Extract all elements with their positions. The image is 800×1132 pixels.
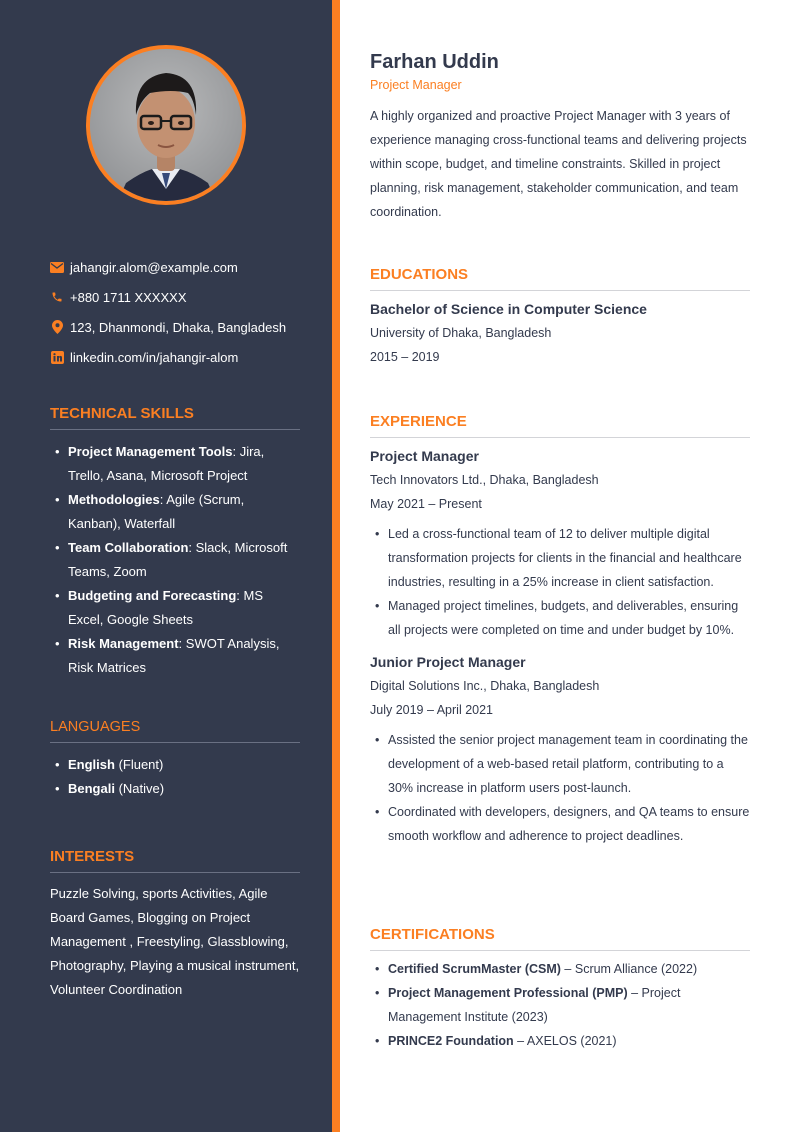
job-title: Project Manager — [370, 448, 479, 464]
certification-item-detail: – AXELOS (2021) — [513, 1034, 617, 1048]
job-bullets — [370, 522, 750, 642]
job-bullet: • Managed project timelines, budgets, and deliverables, ensuring all projects were completed on time and under budget by 10%. — [370, 594, 750, 642]
experience-jobs — [370, 447, 750, 848]
experience-section — [370, 413, 750, 848]
education-dates: 2015 – 2019 — [370, 350, 440, 364]
profile-photo-frame — [86, 45, 246, 205]
certification-item-detail: – Project Management Institute (2023) — [388, 986, 681, 1024]
experience-heading: EXPERIENCE — [370, 413, 750, 438]
certifications-section — [370, 926, 750, 1053]
technical-skills-section — [50, 405, 300, 680]
language-item-label: English — [68, 757, 115, 772]
job-bullet: • Led a cross-functional team of 12 to deliver multiple digital transformation projects for clients in the financial and healthcare industries, resulting in a 25% increase in client satisfaction. — [370, 522, 750, 594]
language-item-detail: (Native) — [114, 781, 165, 796]
job-entry — [370, 653, 750, 848]
linkedin-icon — [50, 350, 64, 364]
languages-list — [50, 753, 300, 801]
certification-item-label: Certified ScrumMaster (CSM) — [388, 962, 561, 976]
certifications-list — [370, 957, 750, 1053]
skill-item-detail: : Agile (Scrum, Kanban), Waterfall — [68, 492, 245, 531]
technical-skills-list — [50, 440, 300, 680]
skill-item-detail: : MS Excel, Google Sheets — [68, 588, 264, 627]
location-pin-icon — [50, 320, 64, 334]
certification-item-detail: – Scrum Alliance (2022) — [560, 962, 698, 976]
skill-item-label: Team Collaboration — [68, 540, 189, 555]
contact-phone-text: +880 1711 XXXXXX — [70, 289, 187, 305]
job-bullet: • Coordinated with developers, designers, and QA teams to ensure smooth workflow and adherence to project deadlines. — [370, 800, 750, 848]
certifications-heading: CERTIFICATIONS — [370, 926, 750, 951]
skill-item-label: Risk Management — [68, 636, 179, 651]
languages-heading: LANGUAGES — [50, 719, 300, 743]
skill-item-detail: : SWOT Analysis, Risk Matrices — [68, 636, 280, 675]
job-dates: July 2019 – April 2021 — [370, 703, 494, 717]
job-bullet: • Assisted the senior project management team in coordinating the development of a web-based retail platform, contributing to a 30% increase in platform users post-launch. — [370, 728, 750, 800]
job-title: Junior Project Manager — [370, 654, 526, 670]
language-item-detail: (Fluent) — [114, 757, 164, 772]
certification-item — [370, 957, 750, 981]
skill-item — [50, 440, 300, 488]
accent-divider — [332, 0, 340, 1132]
job-company: Tech Innovators Ltd., Dhaka, Bangladesh — [370, 473, 599, 487]
education-heading: EDUCATIONS — [370, 266, 750, 291]
interests-text: Puzzle Solving, sports Activities, Agile Board Games, Blogging on Project Management , Freestyling, Glassblowing, Photography, Playing a musical instrument, Volunteer Coordination — [50, 886, 300, 997]
skill-item — [50, 632, 300, 680]
skill-item-detail: : Jira, Trello, Asana, Microsoft Project — [68, 444, 265, 483]
language-item — [50, 753, 300, 777]
job-dates: May 2021 – Present — [370, 497, 482, 511]
certification-item — [370, 1029, 750, 1053]
job-bullets — [370, 728, 750, 848]
skill-item — [50, 488, 300, 536]
contact-list — [50, 252, 310, 372]
skill-item — [50, 584, 300, 632]
language-item-label: Bengali — [68, 781, 115, 796]
profile-photo — [90, 49, 242, 201]
education-section — [370, 266, 750, 369]
phone-icon — [50, 290, 64, 304]
mail-icon — [50, 260, 64, 274]
job-company: Digital Solutions Inc., Dhaka, Bangladesh — [370, 679, 600, 693]
languages-section — [50, 719, 300, 801]
certification-item-label: Project Management Professional (PMP) — [388, 986, 628, 1000]
contact-email-text: jahangir.alom@example.com — [70, 259, 238, 275]
sidebar — [0, 0, 332, 1132]
skill-item-label: Project Management Tools — [68, 444, 233, 459]
contact-email[interactable] — [50, 252, 310, 282]
skill-item — [50, 536, 300, 584]
candidate-role: Project Manager — [370, 78, 462, 92]
degree-title: Bachelor of Science in Computer Science — [370, 301, 647, 317]
contact-address-text: 123, Dhanmondi, Dhaka, Bangladesh — [70, 319, 287, 335]
skill-item-label: Methodologies — [68, 492, 160, 507]
candidate-name: Farhan Uddin — [370, 51, 499, 73]
contact-phone[interactable] — [50, 282, 310, 312]
skill-item-detail: : Slack, Microsoft Teams, Zoom — [68, 540, 288, 579]
certification-item-label: PRINCE2 Foundation — [388, 1034, 514, 1048]
contact-linkedin-text: linkedin.com/in/jahangir-alom — [70, 349, 239, 365]
interests-section — [50, 848, 300, 1002]
job-entry — [370, 447, 750, 642]
school-name: University of Dhaka, Bangladesh — [370, 326, 552, 340]
certification-item — [370, 981, 750, 1029]
interests-heading: INTERESTS — [50, 848, 300, 873]
contact-address — [50, 312, 310, 342]
technical-skills-heading: TECHNICAL SKILLS — [50, 405, 300, 430]
profile-summary: A highly organized and proactive Project Manager with 3 years of experience managing cross-functional teams and delivering projects within scope, budget, and timeline constraints. Skilled in project planning, risk management, stakeholder communication, and team coordination. — [370, 109, 747, 219]
skill-item-label: Budgeting and Forecasting — [68, 588, 237, 603]
language-item — [50, 777, 300, 801]
contact-linkedin[interactable] — [50, 342, 310, 372]
